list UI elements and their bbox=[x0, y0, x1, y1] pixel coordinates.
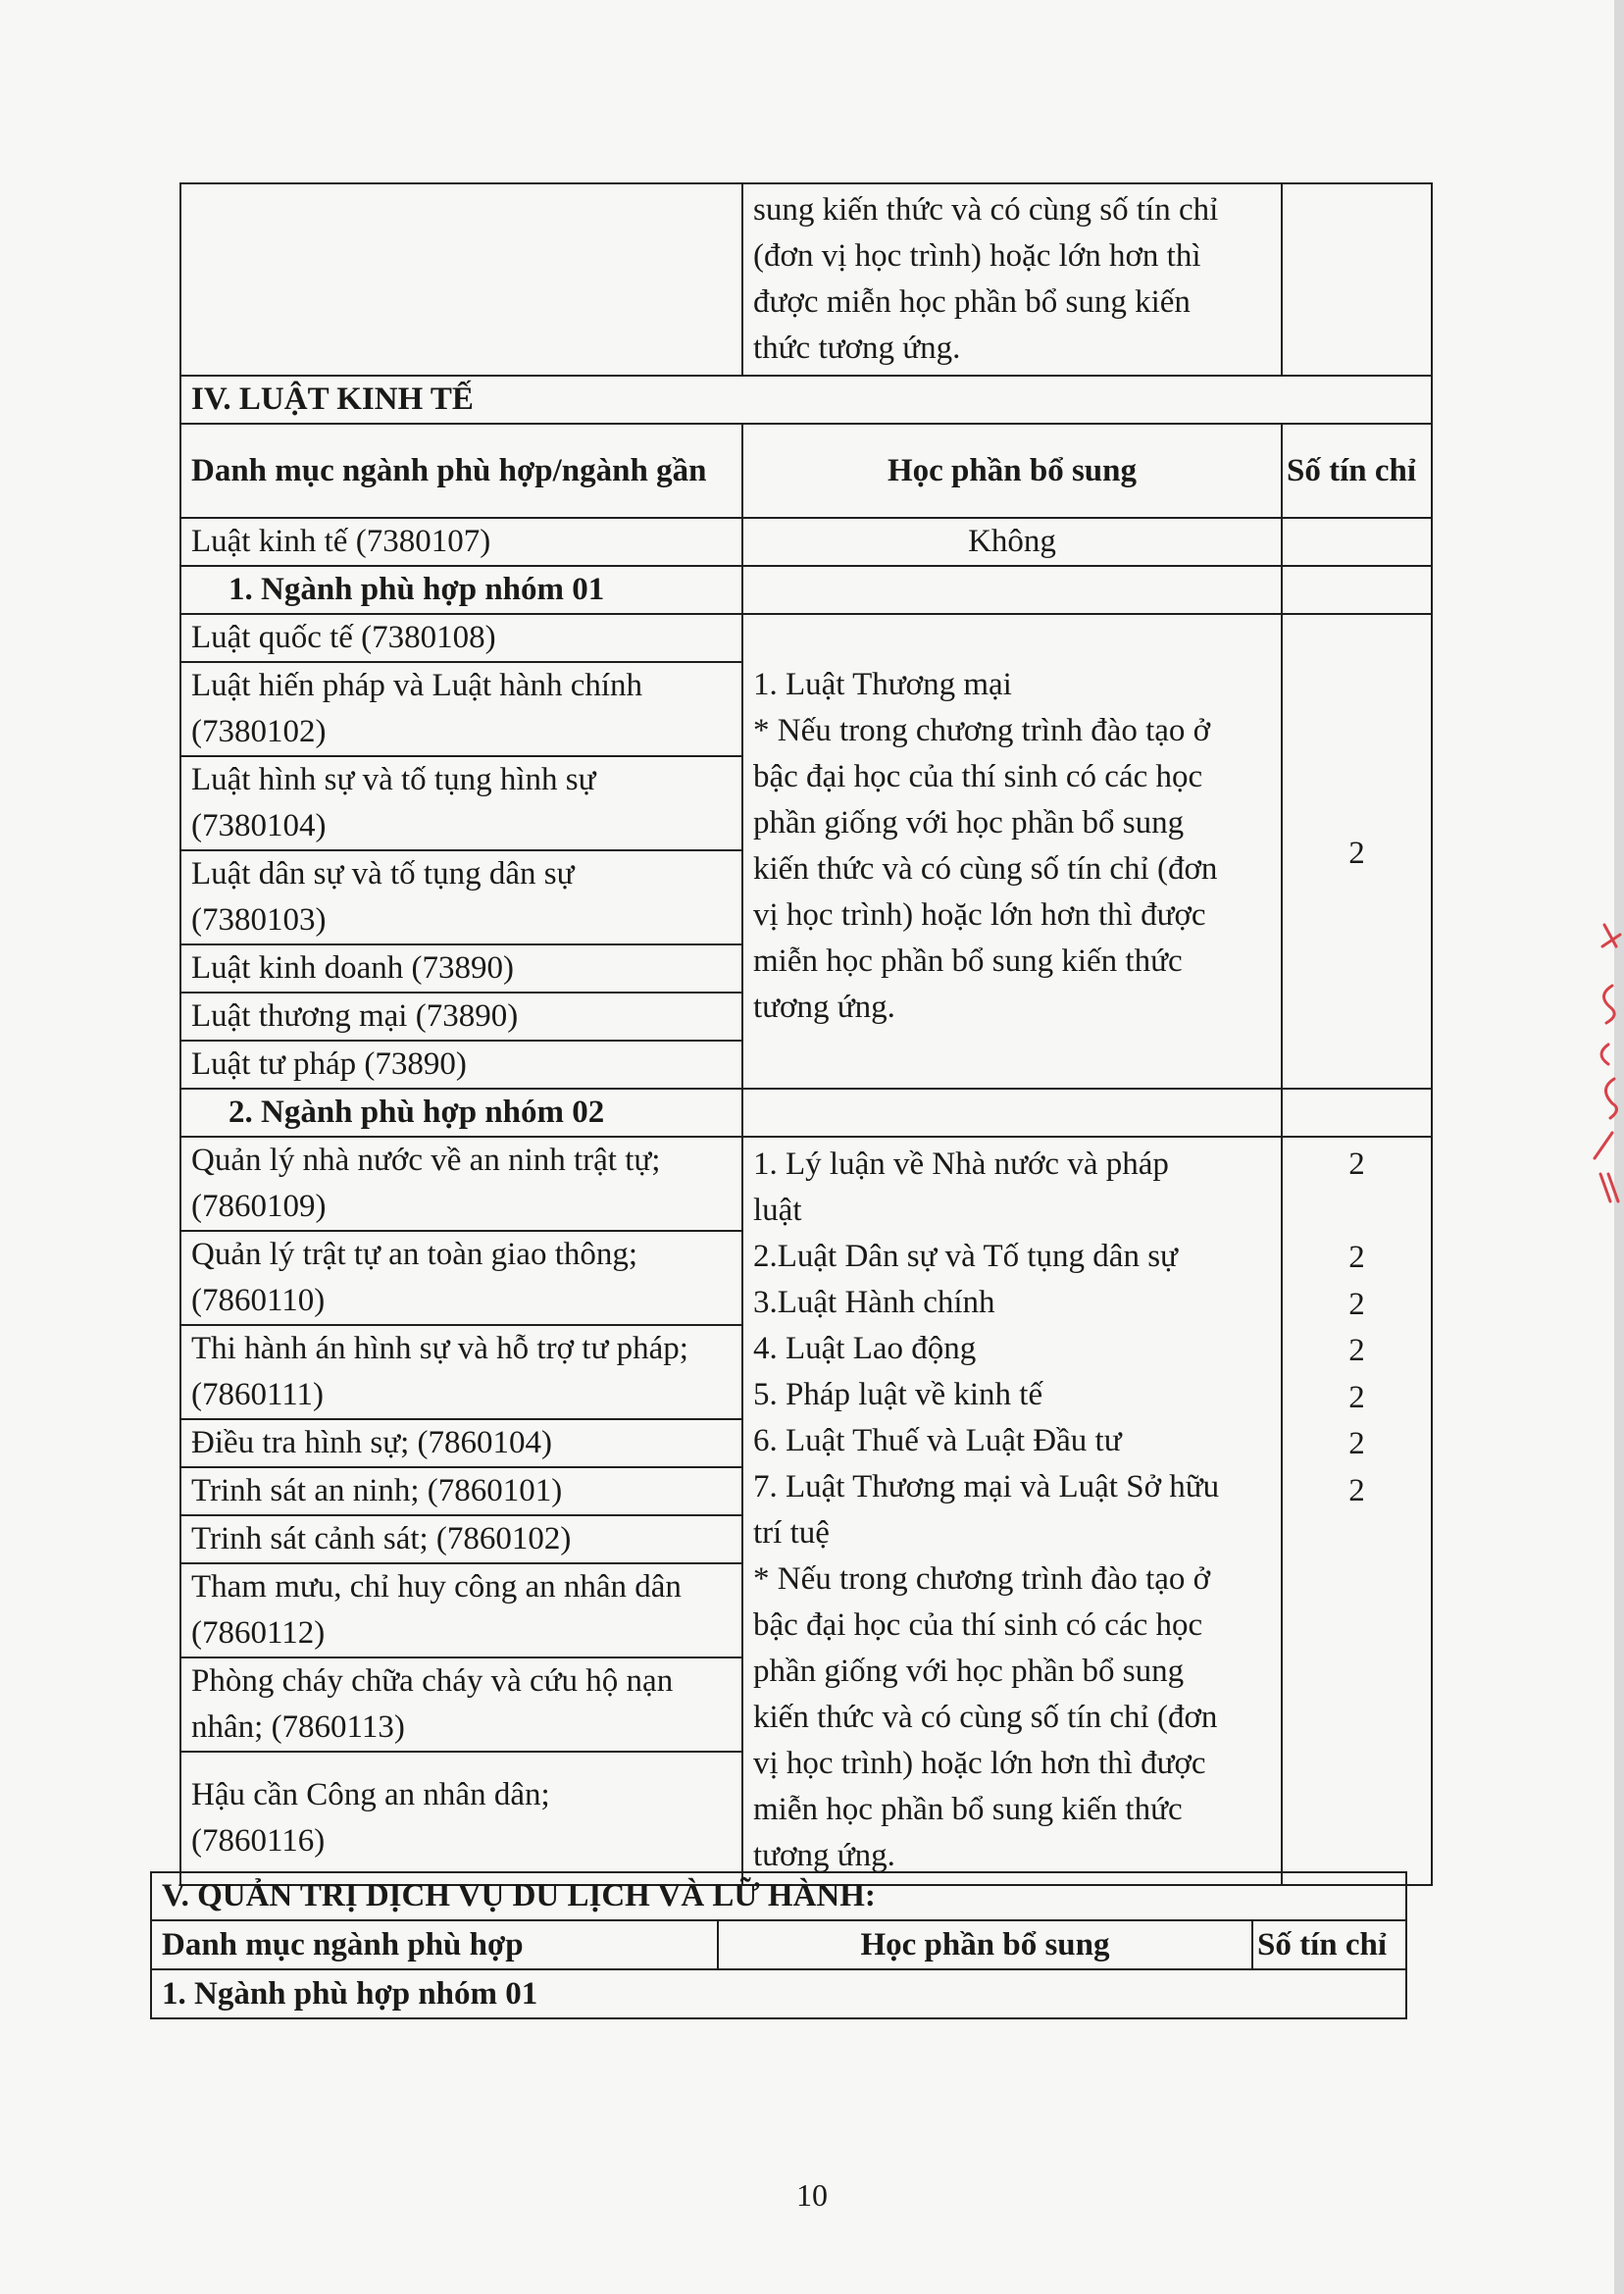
major-cell: Luật hình sự và tố tụng hình sự (7380104) bbox=[180, 756, 742, 850]
major-cell: Luật kinh doanh (73890) bbox=[180, 944, 742, 993]
group-2-title: 2. Ngành phù hợp nhóm 02 bbox=[180, 1089, 742, 1137]
section-v-header-row bbox=[151, 1920, 1406, 1969]
group-1-title-row bbox=[180, 566, 1432, 614]
group-1-title-credits bbox=[1282, 566, 1432, 614]
major-cell: Luật thương mại (73890) bbox=[180, 993, 742, 1041]
group-2-subjects: 1. Lý luận về Nhà nước và pháp luật 2.Luật Dân sự và Tố tụng dân sự 3.Luật Hành chính 4. Luật Lao động 5. Pháp luật về kinh tế 6. Luật Thuế và Luật Đầu tư 7. Luật Thương mại và Luật Sở hữu trí tuệ * Nếu trong chương trình đào tạo ở bậc đại học của thí sinh có các học phần giống với học phần bổ sung kiến thức và có cùng số tín chỉ (đơn vị học trình) hoặc lớn hơn thì được miễn học phần bổ sung kiến thức tương ứng. bbox=[742, 1137, 1282, 1885]
group-1-subjects: 1. Luật Thương mại * Nếu trong chương trình đào tạo ở bậc đại học của thí sinh có các học phần giống với học phần bổ sung kiến thức và có cùng số tín chỉ (đơn vị học trình) hoặc lớn hơn thì được miễn học phần bổ sung kiến thức tương ứng. bbox=[742, 614, 1282, 1089]
major-cell: Trinh sát an ninh; (7860101) bbox=[180, 1467, 742, 1515]
page-number: 10 bbox=[796, 2177, 828, 2213]
major-cell: Phòng cháy chữa cháy và cứu hộ nạn nhân; (7860113) bbox=[180, 1657, 742, 1752]
continued-major-cell bbox=[180, 183, 742, 376]
major-cell: Quản lý nhà nước về an ninh trật tự; (7860109) bbox=[180, 1137, 742, 1231]
section-v-title: V. QUẢN TRỊ DỊCH VỤ DU LỊCH VÀ LỮ HÀNH: bbox=[151, 1872, 1406, 1920]
group-2-title-subject bbox=[742, 1089, 1282, 1137]
major-cell: Luật dân sự và tố tụng dân sự (7380103) bbox=[180, 850, 742, 944]
section-v-header-major: Danh mục ngành phù hợp bbox=[151, 1920, 718, 1969]
table-row bbox=[180, 1137, 1432, 1231]
section-v-table bbox=[150, 1871, 1407, 2019]
major-cell: Điều tra hình sự; (7860104) bbox=[180, 1419, 742, 1467]
continued-credits-cell bbox=[1282, 183, 1432, 376]
section-v-header-subject: Học phần bổ sung bbox=[718, 1920, 1252, 1969]
group-2-title-row bbox=[180, 1089, 1432, 1137]
exact-major-row bbox=[180, 518, 1432, 566]
margin-stamp-mark bbox=[1587, 917, 1624, 1211]
header-row bbox=[180, 424, 1432, 518]
major-cell: Quản lý trật tự an toàn giao thông; (7860110) bbox=[180, 1231, 742, 1325]
table-row bbox=[180, 614, 1432, 662]
section-iv-title: IV. LUẬT KINH TẾ bbox=[180, 376, 1432, 424]
major-cell: Trinh sát cảnh sát; (7860102) bbox=[180, 1515, 742, 1563]
major-cell: Luật tư pháp (73890) bbox=[180, 1041, 742, 1089]
major-cell: Luật hiến pháp và Luật hành chính (7380102) bbox=[180, 662, 742, 756]
group-1-title-subject bbox=[742, 566, 1282, 614]
exact-major-credits bbox=[1282, 518, 1432, 566]
section-v-header-credits: Số tín chỉ bbox=[1252, 1920, 1406, 1969]
group-1-credits: 2 bbox=[1282, 614, 1432, 1089]
group-2-credits: 2 2 2 2 2 2 2 bbox=[1282, 1137, 1432, 1885]
major-cell: Thi hành án hình sự và hỗ trợ tư pháp; (7860111) bbox=[180, 1325, 742, 1419]
section-title-row bbox=[180, 376, 1432, 424]
exact-major-name: Luật kinh tế (7380107) bbox=[180, 518, 742, 566]
header-credits: Số tín chỉ bbox=[1282, 424, 1432, 518]
group-1-title: 1. Ngành phù hợp nhóm 01 bbox=[180, 566, 742, 614]
section-v-title-row bbox=[151, 1872, 1406, 1920]
exact-major-subject: Không bbox=[742, 518, 1282, 566]
major-cell: Luật quốc tế (7380108) bbox=[180, 614, 742, 662]
section-v-group-1-title: 1. Ngành phù hợp nhóm 01 bbox=[151, 1969, 1406, 2018]
group-2-title-credits bbox=[1282, 1089, 1432, 1137]
header-subject: Học phần bổ sung bbox=[742, 424, 1282, 518]
major-cell: Tham mưu, chỉ huy công an nhân dân (7860112) bbox=[180, 1563, 742, 1657]
section-v-group-1-row bbox=[151, 1969, 1406, 2018]
header-major: Danh mục ngành phù hợp/ngành gần bbox=[180, 424, 742, 518]
major-cell: Hậu cần Công an nhân dân; (7860116) bbox=[180, 1752, 742, 1885]
section-iv-table bbox=[179, 182, 1433, 1886]
continued-row bbox=[180, 183, 1432, 376]
continued-subject-cell: sung kiến thức và có cùng số tín chỉ (đơn vị học trình) hoặc lớn hơn thì được miễn học phần bổ sung kiến thức tương ứng. bbox=[742, 183, 1282, 376]
